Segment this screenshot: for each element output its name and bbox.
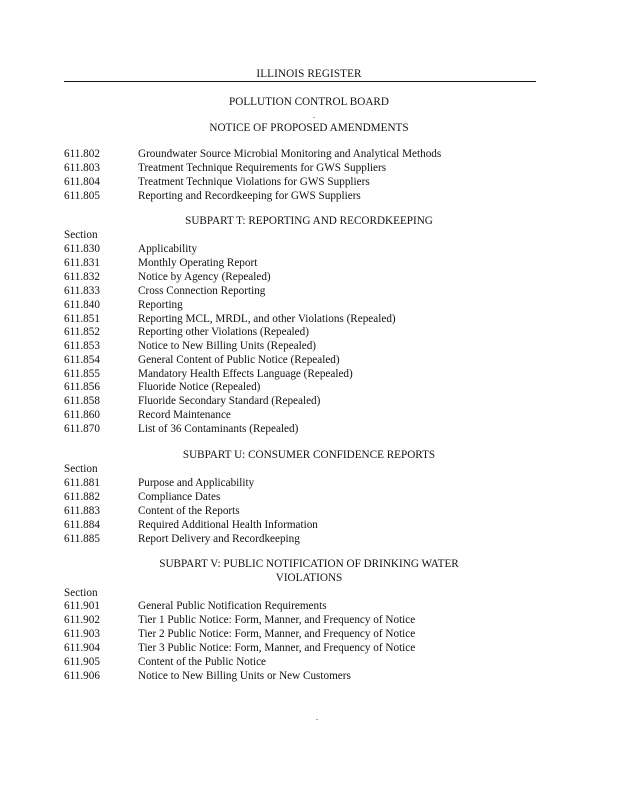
board-name: POLLUTION CONTROL BOARD — [229, 96, 389, 108]
section-title: Reporting and Recordkeeping for GWS Suppliers — [138, 190, 361, 202]
subpart-t-heading: SUBPART T: REPORTING AND RECORDKEEPING — [185, 215, 433, 227]
register-header: ILLINOIS REGISTER — [256, 68, 362, 80]
section-title: Compliance Dates — [138, 491, 221, 503]
section-title: Content of the Public Notice — [138, 656, 267, 668]
section-title: Reporting — [138, 299, 183, 311]
section-number: 611.903 — [64, 628, 100, 640]
section-label: Section — [64, 229, 98, 241]
section-title: Tier 1 Public Notice: Form, Manner, and Frequency of Notice — [138, 614, 416, 626]
section-title: Cross Connection Reporting — [138, 285, 266, 297]
section-title: List of 36 Contaminants (Repealed) — [138, 423, 299, 435]
section-label: Section — [64, 587, 98, 599]
section-title: Purpose and Applicability — [138, 477, 255, 489]
section-number: 611.884 — [64, 519, 100, 531]
subpart-v-heading-continued: VIOLATIONS — [275, 572, 343, 584]
section-number: 611.901 — [64, 600, 100, 612]
section-title: General Content of Public Notice (Repealed) — [138, 354, 340, 366]
notice-title: NOTICE OF PROPOSED AMENDMENTS — [209, 122, 409, 134]
section-title: Content of the Reports — [138, 505, 240, 517]
section-title: Tier 3 Public Notice: Form, Manner, and Frequency of Notice — [138, 642, 416, 654]
section-number: 611.906 — [64, 670, 100, 682]
section-number: 611.856 — [64, 381, 100, 393]
section-number: 611.854 — [64, 354, 100, 366]
section-title: Applicability — [138, 243, 198, 255]
section-number: 611.803 — [64, 162, 100, 174]
section-title: Required Additional Health Information — [138, 519, 318, 531]
section-title: Reporting MCL, MRDL, and other Violations (Repealed) — [138, 313, 396, 325]
section-title: Treatment Technique Requirements for GWS Suppliers — [138, 162, 387, 174]
section-number: 611.802 — [64, 148, 100, 160]
section-number: 611.855 — [64, 368, 100, 380]
section-title: General Public Notification Requirements — [138, 600, 327, 612]
subpart-v-heading: SUBPART V: PUBLIC NOTIFICATION OF DRINKING WATER — [159, 558, 459, 570]
section-number: 611.902 — [64, 614, 100, 626]
section-number: 611.870 — [64, 423, 100, 435]
section-number: 611.904 — [64, 642, 100, 654]
section-label: Section — [64, 463, 98, 475]
section-title: Reporting other Violations (Repealed) — [138, 326, 309, 338]
section-title: Record Maintenance — [138, 409, 231, 421]
section-number: 611.851 — [64, 313, 100, 325]
section-number: 611.832 — [64, 271, 100, 283]
section-title: Fluoride Secondary Standard (Repealed) — [138, 395, 321, 407]
section-number: 611.853 — [64, 340, 100, 352]
section-number: 611.840 — [64, 299, 100, 311]
section-number: 611.860 — [64, 409, 100, 421]
stray-mark: . — [316, 713, 318, 722]
section-title: Mandatory Health Effects Language (Repealed) — [138, 368, 353, 380]
section-title: Report Delivery and Recordkeeping — [138, 533, 300, 545]
section-title: Treatment Technique Violations for GWS Suppliers — [138, 176, 370, 188]
subpart-u-heading: SUBPART U: CONSUMER CONFIDENCE REPORTS — [182, 449, 436, 461]
section-title: Notice by Agency (Repealed) — [138, 271, 271, 283]
section-title: Tier 2 Public Notice: Form, Manner, and Frequency of Notice — [138, 628, 416, 640]
section-number: 611.830 — [64, 243, 100, 255]
section-number: 611.804 — [64, 176, 100, 188]
section-title: Fluoride Notice (Repealed) — [138, 381, 261, 393]
stray-mark: . — [313, 111, 315, 120]
section-title: Notice to New Billing Units (Repealed) — [138, 340, 317, 352]
section-number: 611.833 — [64, 285, 100, 297]
header-rule — [64, 81, 536, 82]
section-title: Notice to New Billing Units or New Customers — [138, 670, 351, 682]
section-number: 611.805 — [64, 190, 100, 202]
section-number: 611.882 — [64, 491, 100, 503]
section-number: 611.831 — [64, 257, 100, 269]
section-number: 611.885 — [64, 533, 100, 545]
section-number: 611.905 — [64, 656, 100, 668]
section-title: Groundwater Source Microbial Monitoring and Analytical Methods — [138, 148, 442, 160]
section-number: 611.852 — [64, 326, 100, 338]
section-title: Monthly Operating Report — [138, 257, 258, 269]
section-number: 611.881 — [64, 477, 100, 489]
section-number: 611.883 — [64, 505, 100, 517]
section-number: 611.858 — [64, 395, 100, 407]
